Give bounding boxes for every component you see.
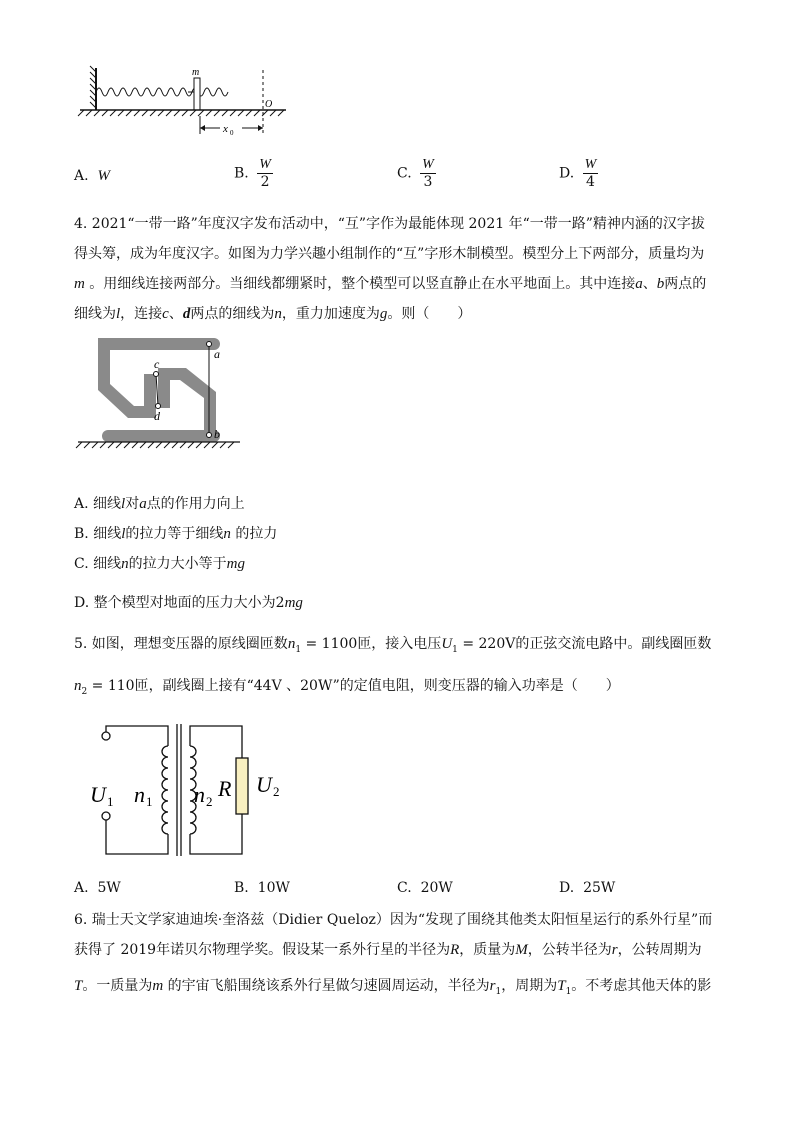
x0-sub: 0 <box>230 129 234 137</box>
n1-sub: 1 <box>146 794 153 809</box>
r-label: R <box>218 776 232 801</box>
q5-option-b[interactable]: B. 10W <box>234 880 290 896</box>
q3-option-b[interactable] <box>234 157 273 190</box>
q4-option-d[interactable]: D. 整个模型对地面的压力大小为2mg <box>74 595 303 611</box>
q5-option-a[interactable]: A. 5W <box>74 880 121 896</box>
option-label: B. <box>234 165 249 182</box>
q4-option-a[interactable]: A. 细线l对a点的作用力向上 <box>74 496 245 512</box>
fraction: $\frac{W}{3}$ <box>422 157 434 190</box>
q5-option-c[interactable]: C. 20W <box>397 880 453 896</box>
q5-option-d[interactable]: D. 25W <box>559 880 616 896</box>
spring-block-figure <box>74 62 294 144</box>
q4-line-1: 4. 2021“一带一路”年度汉字发布活动中，“互”字作为最能体现 2021 年“一带一路”精神内涵的汉字拔 <box>74 216 705 232</box>
fraction: $\frac{W}{2}$ <box>259 157 271 190</box>
option-value: W <box>97 168 110 184</box>
q6-line-1: 6. 瑞士天文学家迪迪埃·奎洛兹（Didier Queloz）因为“发现了围绕其他类太阳恒星运行的系外行星”而 <box>74 912 713 928</box>
q4-option-c[interactable]: C. 细线n的拉力大小等于mg <box>74 556 245 572</box>
origin-label: O <box>265 99 273 110</box>
point-d-label: d <box>154 409 160 423</box>
q4-line-2: 得头筹，成为年度汉字。如图为力学兴趣小组制作的“互”字形木制模型。模型分上下两部分，质量均为 <box>74 246 705 262</box>
transformer-figure <box>80 716 300 858</box>
q6-line-3: T。一质量为m 的宇宙飞船围绕该系外行星做匀速圆周运动，半径为$r_1$，周期为$T_1$。不考虑其他天体的影 <box>74 978 712 997</box>
q3-option-d[interactable] <box>559 157 598 190</box>
u2-label: U <box>256 772 272 797</box>
mass-label: m <box>192 67 200 78</box>
u2-sub: 2 <box>273 784 280 799</box>
point-c-label: c <box>154 357 160 371</box>
hu-model-figure <box>74 334 244 452</box>
q6-line-2: 获得了 2019年诺贝尔物理学奖。假设某一系外行星的半径为R，质量为M，公转半径为r，公转周期为 <box>74 942 702 958</box>
x0-label: x <box>223 123 228 135</box>
point-b-label: b <box>214 427 220 441</box>
q3-option-c[interactable] <box>397 157 436 190</box>
q5-line-2: $n_2 = 110$匝，副线圈上接有“44V 、20W”的定值电阻，则变压器的输入功率是（ ） <box>74 678 620 697</box>
q4-option-b[interactable]: B. 细线l的拉力等于细线n 的拉力 <box>74 526 278 542</box>
option-label: C. <box>397 165 412 182</box>
n2-sub: 2 <box>206 794 213 809</box>
point-a-label: a <box>214 347 220 361</box>
n2-label: n <box>194 782 205 807</box>
q5-line-1: 5. 如图，理想变压器的原线圈匝数$n_1 = 1100$匝，接入电压$U_1 = 220V$的正弦交流电路中。副线圈匝数 <box>74 636 712 655</box>
q4-line-3: m 。用细线连接两部分。当细线都绷紧时，整个模型可以竖直静止在水平地面上。其中连接a、b两点的 <box>74 276 707 292</box>
option-label: D. <box>559 165 575 182</box>
q4-line-4: 细线为l，连接c、d两点的细线为n，重力加速度为g。则（ ） <box>74 306 472 322</box>
option-label: A. <box>74 168 89 184</box>
fraction: $\frac{W}{4}$ <box>584 157 597 190</box>
u1-label: U <box>90 782 106 807</box>
q3-option-a[interactable] <box>74 166 110 186</box>
n1-label: n <box>134 782 145 807</box>
u1-sub: 1 <box>107 794 114 809</box>
